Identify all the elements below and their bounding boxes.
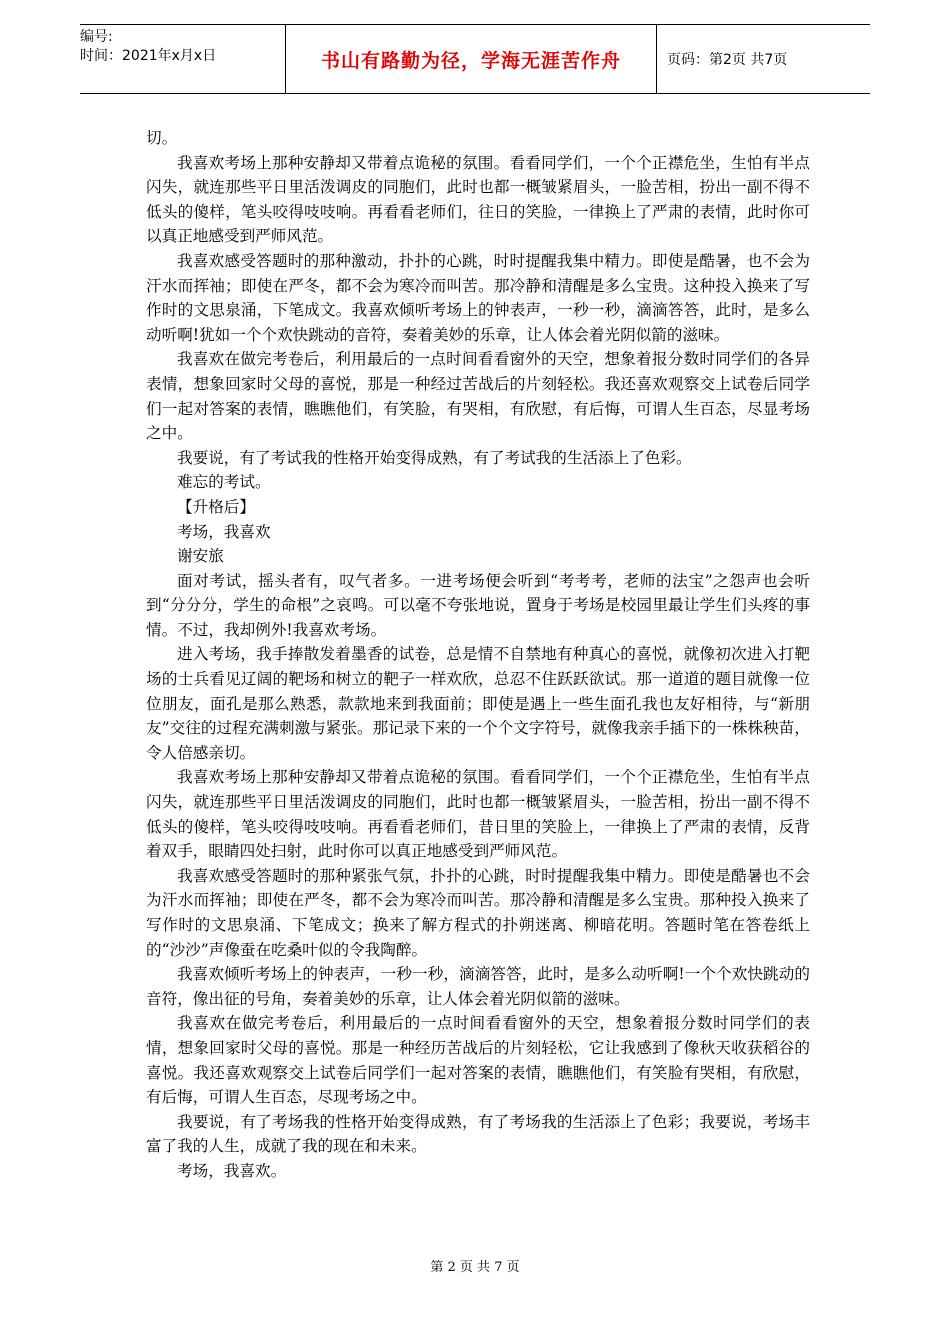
paragraph: 我喜欢考场上那种安静却又带着点诡秘的氛围。看看同学们，一个个正襟危坐，生怕有半点闪失，就连那些平日里活泼调皮的同胞们，此时也都一概皱紧眉头，一脸苦相，扮出一副不得不低头的傻样，笔头咬得吱吱响。再看看老师们，昔日里的笑脸上，一律换上了严肃的表情，反背着双手，眼睛四处扫射，此时你可以真正地感受到严师风范。	[146, 768, 810, 861]
page-header	[80, 24, 870, 94]
header-motto: 书山有路勤为径，学海无涯苦作舟	[286, 25, 657, 93]
page-footer: 第 2 页 共 7 页	[430, 1260, 520, 1275]
essay-author: 谢安旅	[177, 547, 224, 566]
paragraph: 进入考场，我手捧散发着墨香的试卷，总是情不自禁地有种真心的喜悦，就像初次进入打靶场的士兵看见辽阔的靶场和树立的靶子一样欢欣，总忍不住跃跃欲试。那一道道的题目就像一位位朋友，面孔是那么熟悉，款款地来到我面前；即使是遇上一些生面孔我也友好相待，与“新朋友”交往的过程充满刺激与紧张。那记录下来的一个个文字符号，就像我亲手插下的一株株秧苗，令人倍感亲切。	[146, 645, 810, 762]
paragraph: 我喜欢感受答题时的那种紧张气氛，扑扑的心跳，时时提醒我集中精力。即使是酷暑也不会为汗水而挥袖；即使在严冬，都不会为寒冷而叫苦。那冷静和清醒是多么宝贵。那种投入换来了写作时的文思泉涌、下笔成文；换来了解方程式的扑朔迷离、柳暗花明。答题时笔在答卷纸上的“沙沙”声像蚕在吃桑叶似的令我陶醉。	[146, 866, 810, 959]
paragraph: 我喜欢在做完考卷后，利用最后的一点时间看看窗外的天空，想象着报分数时同学们的表情，想象回家时父母的喜悦。那是一种经历苦战后的片刻轻松，它让我感到了像秋天收获稻谷的喜悦。我还喜欢观察交上试卷后同学们一起对答案的表情，瞧瞧他们，有笑脸有哭相，有欣慰，有后悔，可谓人生百态，尽现考场之中。	[146, 1014, 810, 1107]
paragraph: 考场，我喜欢。	[177, 1161, 287, 1180]
paragraph: 面对考试，摇头者有，叹气者多。一进考场便会听到“考考考，老师的法宝”之怨声也会听到“分分分，学生的命根”之哀鸣。可以毫不夸张地说，置身于考场是校园里最让学生们头疼的事情。不过，我却例外!我喜欢考场。	[146, 571, 810, 639]
paragraph: 我喜欢倾听考场上的钟表声，一秒一秒，滴滴答答，此时，是多么动听啊!一个个欢快跳动的音符，像出征的号角，奏着美妙的乐章，让人体会着光阴似箭的滋味。	[146, 965, 810, 1008]
paragraph: 我要说，有了考场我的性格开始变得成熟，有了考场我的生活添上了色彩；我要说，考场丰富了我的人生，成就了我的现在和未来。	[146, 1112, 810, 1156]
number-label: 编号:	[80, 29, 113, 45]
essay-title: 考场，我喜欢	[177, 522, 271, 541]
section-label: 【升格后】	[177, 497, 255, 516]
paragraph: 我要说，有了考试我的性格开始变得成熟，有了考试我的生活添上了色彩。	[177, 448, 692, 467]
paragraph: 我喜欢感受答题时的那种激动，扑扑的心跳，时时提醒我集中精力。即使是酷暑，也不会为汗水而挥袖；即使在严冬，都不会为寒冷而叫苦。那冷静和清醒是多么宝贵。这种投入换来了写作时的文思泉涌，下笔成文。我喜欢倾听考场上的钟表声，一秒一秒，滴滴答答，此时，是多么动听啊!犹如一个个欢快跳动的音符，奏着美妙的乐章，让人体会着光阴似箭的滋味。	[146, 251, 810, 344]
paragraph: 难忘的考试。	[177, 473, 271, 492]
header-meta-cell	[80, 25, 286, 93]
time-label: 时间：2021年x月x日	[80, 48, 217, 64]
paragraph: 我喜欢在做完考卷后，利用最后的一点时间看看窗外的天空，想象着报分数时同学们的各异表情，想象回家时父母的喜悦，那是一种经过苦战后的片刻轻松。我还喜欢观察交上试卷后同学们一起对答案的表情，瞧瞧他们，有笑脸，有哭相，有欣慰，有后悔，可谓人生百态，尽显考场之中。	[146, 350, 810, 443]
header-page-info: 页码：第2页 共7页	[667, 52, 788, 68]
document-body	[146, 126, 810, 1184]
paragraph: 切。	[146, 129, 178, 147]
paragraph: 我喜欢考场上那种安静却又带着点诡秘的氛围。看看同学们，一个个正襟危坐，生怕有半点闪失，就连那些平日里活泼调皮的同胞们，此时也都一概皱紧眉头，一脸苦相，扮出一副不得不低头的傻样，笔头咬得吱吱响。再看看老师们，往日的笑脸，一律换上了严肃的表情，此时你可以真正地感受到严师风范。	[146, 153, 810, 246]
